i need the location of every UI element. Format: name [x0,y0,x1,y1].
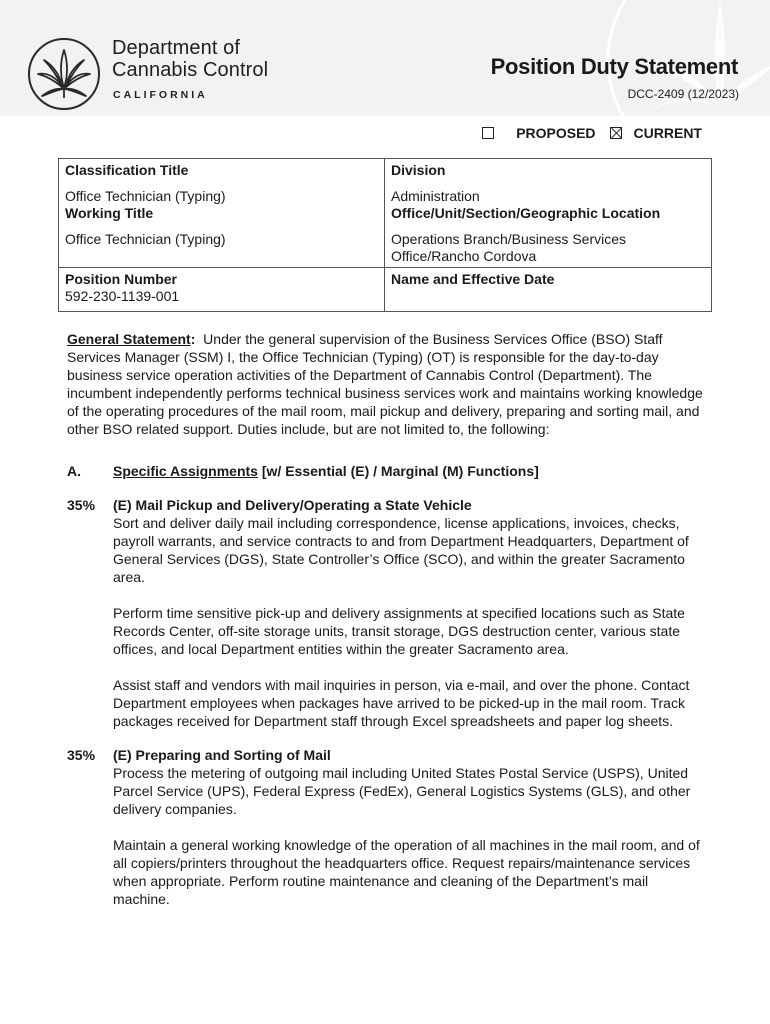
duty-paragraph: Maintain a general working knowledge of the operation of all machines in the mail room, and of all copiers/printers throughout the headquarters office. Request repairs/maintenance services when appropriate. Perform routine maintenance and cleaning of the Department’s mail machine. [113,837,700,907]
duty-paragraph: Process the metering of outgoing mail including United States Postal Service (USPS), United Parcel Service (UPS), Federal Express (FedEx), General Logistics Systems (GLS), and other delivery companies. [113,765,691,817]
current-label: CURRENT [633,125,702,141]
department-name [112,37,268,81]
duty-title: (E) Mail Pickup and Delivery/Operating a State Vehicle [113,497,472,513]
position-info-table [58,158,712,312]
duty-item [67,496,707,730]
general-statement: General Statement: Under the general supervision of the Business Services Office (BSO) Staff Services Manager (SSM) I, the Office Technician (Typing) (OT) is responsible for the day-to-day business service operation activities of the Department of Cannabis Control (Department). The incumbent independently performs technical business services work and maintains working knowledge of the operating procedures of the mail room, mail pickup and delivery, preparing and sorting mail, and other BSO related support. Duties include, but are not limited to, the following: [67,331,703,437]
form-title: Position Duty Statement [490,54,738,79]
position-number-cell [59,268,385,312]
current-checkbox[interactable] [610,127,622,139]
classification-title-value: Office Technician (Typing) [65,188,226,204]
duty-item [67,746,707,908]
department-name-line2: Cannabis Control [112,59,269,81]
name-effective-date-label: Name and Effective Date [391,271,555,287]
section-a-heading [67,462,707,480]
division-label: Division [391,162,446,178]
department-logo-icon [26,36,102,112]
department-name-line1: Department of [112,37,241,59]
state-name: CALIFORNIA [113,89,208,101]
duty-title: (E) Preparing and Sorting of Mail [113,747,331,763]
position-number-label: Position Number [65,271,178,287]
general-statement-label: General Statement [67,331,191,347]
name-effective-date-cell [385,268,712,312]
document-body [67,330,707,924]
classification-title-cell [59,159,385,268]
duty-paragraph: Assist staff and vendors with mail inquiries in person, via e-mail, and over the phone. Contact Department employees when packages have arrived to be picked-up in the mail room. Track packages received for Department staff through Excel spreadsheets and paper log sheets. [113,677,690,729]
proposed-checkbox[interactable] [482,127,494,139]
classification-title-label: Classification Title [65,162,189,178]
general-statement-text: Under the general supervision of the Business Services Office (BSO) Staff Services Manager (SSM) I, the Office Technician (Typing) (OT) is responsible for the day-to-day business service operation activities of the Department of Cannabis Control (Department). The incumbent independently performs technical business services work and maintains working knowledge of the operating procedures of the mail room, mail pickup and delivery, preparing and sorting mail, and other BSO related support. Duties include, but are not limited to, the following: [67,331,703,437]
working-title-value: Office Technician (Typing) [65,231,226,247]
section-title: Specific Assignments [113,463,258,479]
working-title-label: Working Title [65,205,154,221]
duty-paragraph: Perform time sensitive pick-up and delivery assignments at specified locations such as State Records Center, off-site storage units, transit storage, DGS destruction center, various state offices, and local Department entities within the greater Sacramento area. [113,605,685,657]
duty-paragraph: Sort and deliver daily mail including correspondence, license applications, invoices, checks, payroll warrants, and service contracts to and from Department Headquarters, Department of General Services (DGS), State Controller’s Office (SCO), and within the greater Sacramento area. [113,515,689,585]
proposed-label: PROPOSED [516,125,596,141]
section-suffix: [w/ Essential (E) / Marginal (M) Functions] [261,463,539,479]
division-value: Administration [391,188,480,204]
location-value: Operations Branch/Business Services Office/Rancho Cordova [391,231,626,264]
position-number-value: 592-230-1139-001 [65,288,180,304]
location-label: Office/Unit/Section/Geographic Location [391,205,661,221]
division-cell [385,159,712,268]
duty-percent: 35% [67,747,96,763]
duty-percent: 35% [67,497,96,513]
section-letter: A. [67,463,81,479]
position-status [482,125,702,141]
form-code: DCC-2409 (12/2023) [627,87,739,101]
